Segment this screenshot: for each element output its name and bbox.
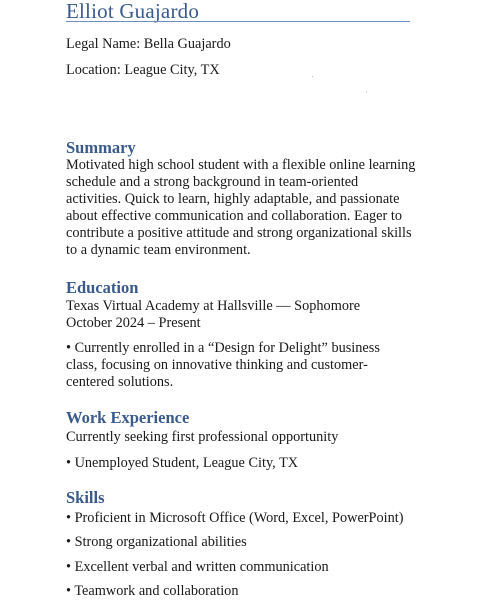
education-bullet: • Currently enrolled in a “Design for Delight” business class, focusing on innovative thinking and customer-centered solutions.: [66, 340, 380, 391]
education-dates: October 2024 – Present: [66, 315, 201, 331]
location: Location: League City, TX: [66, 62, 220, 78]
resume-name: Elliot Guajardo: [66, 0, 200, 23]
summary-text: Motivated high school student with a flexible online learning schedule and a strong background in team-oriented activities. Quick to learn, highly adaptable, and passionate about effective communication and collaboration. Eager to contribute a positive attitude and strong organizational skills to a dynamic team environment.: [66, 157, 416, 259]
skill-item: • Strong organizational abilities: [66, 534, 247, 550]
skills-heading: Skills: [66, 488, 105, 507]
education-heading: Education: [66, 278, 139, 297]
name-divider: [66, 21, 410, 22]
scan-speck: [312, 76, 313, 77]
education-school: Texas Virtual Academy at Hallsville — Sophomore: [66, 298, 361, 314]
work-bullet: • Unemployed Student, League City, TX: [66, 455, 299, 471]
skill-item: • Teamwork and collaboration: [66, 583, 239, 599]
scan-speck: [366, 91, 367, 92]
work-status: Currently seeking first professional opportunity: [66, 429, 339, 445]
work-heading: Work Experience: [66, 408, 190, 427]
skill-item: • Proficient in Microsoft Office (Word, Excel, PowerPoint): [66, 510, 404, 526]
legal-name: Legal Name: Bella Guajardo: [66, 36, 231, 52]
summary-heading: Summary: [66, 138, 136, 157]
skill-item: • Excellent verbal and written communication: [66, 559, 329, 575]
